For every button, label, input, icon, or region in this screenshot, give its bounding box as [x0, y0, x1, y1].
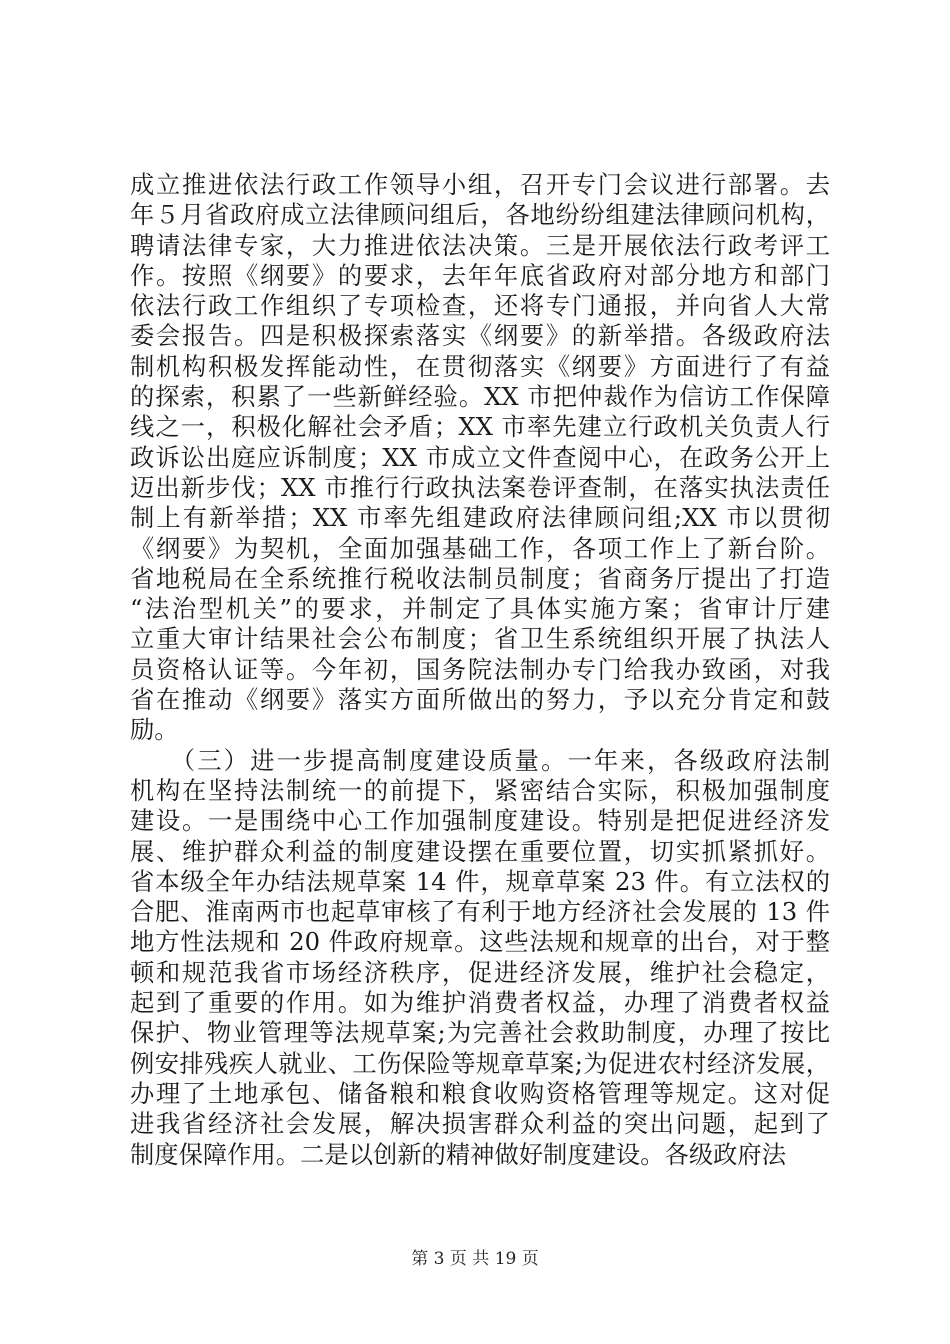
text-line: 励。: [130, 715, 179, 745]
text-line: 政诉讼出庭应诉制度；XX 市成立文件查阅中心，在政务公开上: [130, 442, 830, 472]
text-line: 作。按照《纲要》的要求，去年年底省政府对部分地方和部门: [130, 260, 830, 290]
document-body: [130, 170, 830, 1170]
text-line: 线之一，积极化解社会矛盾；XX 市率先建立行政机关负责人行: [130, 412, 830, 442]
text-line: 省在推动《纲要》落实方面所做出的努力，予以充分肯定和鼓: [130, 685, 830, 715]
text-line: 依法行政工作组织了专项检查，还将专门通报，并向省人大常: [130, 291, 830, 321]
text-line: 迈出新步伐；XX 市推行行政执法案卷评查制，在落实执法责任: [130, 472, 830, 502]
text-line: 员资格认证等。今年初，国务院法制办专门给我办致函，对我: [130, 654, 830, 684]
text-line: 进我省经济社会发展，解决损害群众利益的突出问题，起到了: [130, 1109, 830, 1139]
text-line: 合肥、淮南两市也起草审核了有利于地方经济社会发展的 13 件: [130, 897, 830, 927]
text-line: 展、维护群众利益的制度建设摆在重要位置，切实抓紧抓好。: [130, 836, 830, 866]
text-line: 建设。一是围绕中心工作加强制度建设。特别是把促进经济发: [130, 806, 830, 836]
text-line: 制上有新举措；XX 市率先组建政府法律顾问组;XX 市以贯彻: [130, 503, 830, 533]
page-number-footer: 第 3 页 共 19 页: [411, 1249, 539, 1269]
paragraph-2: [130, 746, 830, 1170]
text-line: （三）进一步提高制度建设质量。一年来，各级政府法制: [130, 745, 830, 775]
text-line: 例安排残疾人就业、工伤保险等规章草案;为促进农村经济发展，: [130, 1048, 830, 1078]
text-line: 立重大审计结果社会公布制度；省卫生系统组织开展了执法人: [130, 624, 830, 654]
text-line: 成立推进依法行政工作领导小组，召开专门会议进行部署。去: [130, 170, 830, 199]
paragraph-1: [130, 170, 830, 746]
text-line: 委会报告。四是积极探索落实《纲要》的新举措。各级政府法: [130, 321, 830, 351]
text-line: 地方性法规和 20 件政府规章。这些法规和规章的出台，对于整: [130, 927, 830, 957]
text-line: 机构在坚持法制统一的前提下，紧密结合实际，积极加强制度: [130, 775, 830, 805]
text-line: 办理了土地承包、储备粮和粮食收购资格管理等规定。这对促: [130, 1078, 830, 1108]
text-line: 制机构积极发挥能动性，在贯彻落实《纲要》方面进行了有益: [130, 351, 830, 381]
text-line: 制度保障作用。二是以创新的精神做好制度建设。各级政府法: [130, 1139, 787, 1169]
text-line: “法治型机关”的要求，并制定了具体实施方案；省审计厅建: [130, 594, 830, 624]
text-line: 聘请法律专家，大力推进依法决策。三是开展依法行政考评工: [130, 230, 830, 260]
text-line: 保护、物业管理等法规草案;为完善社会救助制度，办理了按比: [130, 1018, 830, 1048]
text-line: 年５月省政府成立法律顾问组后，各地纷纷组建法律顾问机构，: [130, 200, 830, 230]
text-line: 《纲要》为契机，全面加强基础工作，各项工作上了新台阶。: [130, 533, 830, 563]
text-line: 的探索，积累了一些新鲜经验。XX 市把仲裁作为信访工作保障: [130, 382, 830, 412]
text-line: 省本级全年办结法规草案 14 件，规章草案 23 件。有立法权的: [130, 866, 830, 896]
text-line: 顿和规范我省市场经济秩序，促进经济发展，维护社会稳定，: [130, 957, 830, 987]
text-line: 省地税局在全系统推行税收法制员制度；省商务厅提出了打造: [130, 563, 830, 593]
text-line: 起到了重要的作用。如为维护消费者权益，办理了消费者权益: [130, 988, 830, 1018]
